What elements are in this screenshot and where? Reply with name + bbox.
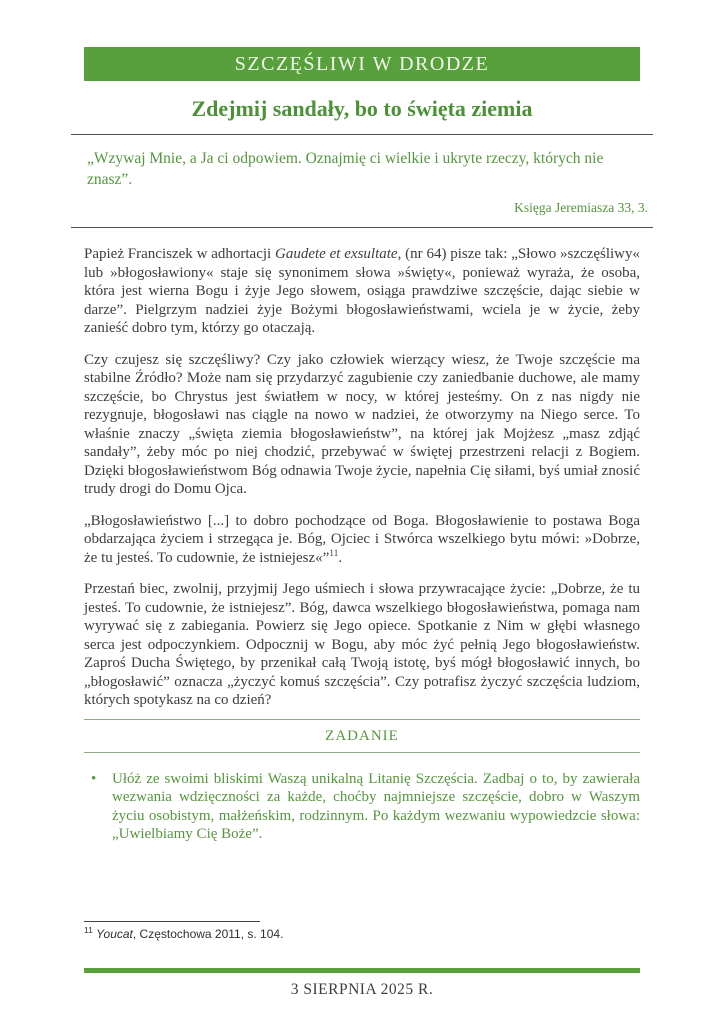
footnote-work-title: Youcat <box>96 926 133 941</box>
scripture-reference: Księga Jeremiasza 33, 3. <box>514 200 648 215</box>
paragraph-1-text-cont: , (nr 64) pisze tak: „Słowo »szczęśliwy« lub »błogosławiony« staje się synonimem słowa »święty«, ponieważ wyraża, że osoba, która jest wierna Bogu i żyje Jego słowem, osiąga prawdziwe szczęście, dając siebie w darze”. Pielgrzym nadziei żyje Bożymi błogosławieństwami, wciela je w życie, żeby zanieść dobro tym, którzy go otaczają. <box>84 246 640 336</box>
paragraph-3 <box>84 512 640 568</box>
paragraph-4: Przestań biec, zwolnij, przyjmij Jego uśmiech i słowa przywracające życie: „Dobrze, że tu jesteś. To cudownie, że istniejesz”. Bóg, dawca wszelkiego błogosławieństwa, pomaga nam wyrywać się z zabiegania. Powierz się Jego opiece. Spotkanie z Nim w głębi własnego serca jest odpoczynkiem. Odpocznij w Bogu, aby móc żyć pełnią Jego błogosławieństw. Zaproś Ducha Świętego, by przenikał całą Twoją istotę, byś mógł błogosławić innych, bo „błogosławić” oznacza „życzyć komuś szczęścia”. Czy potrafisz życzyć szczęścia ludziom, których spotykasz na co dzień? <box>84 581 640 708</box>
bullet-icon: • <box>91 770 97 787</box>
paragraph-1 <box>84 245 640 338</box>
divider-top <box>71 134 653 135</box>
footnote-reference: 11 <box>329 548 339 559</box>
task-text: Ułóż ze swoimi bliskimi Waszą unikalną Litanię Szczęścia. Zadbaj o to, by zawierała wezwania wdzięczności za każde, choćby najmniejsze szczęście, dobro w Waszym życiu osobistym, małżeńskim, rodzinnym. Po każdym wezwaniu wypowiedzcie słowa: „Uwielbiamy Cię Boże”. <box>112 770 640 842</box>
divider-quote-bottom <box>71 227 653 228</box>
footnote <box>84 924 640 942</box>
task-divider-bottom <box>84 752 640 753</box>
footnote-citation: , Częstochowa 2011, s. 104. <box>132 926 284 941</box>
series-title: SZCZĘŚLIWI W DRODZE <box>234 53 490 75</box>
footer-date: 3 SIERPNIA 2025 R. <box>290 980 434 998</box>
footnote-marker: 11 <box>84 924 93 935</box>
scripture-quote: „Wzywaj Mnie, a Ja ci odpowiem. Oznajmię ci wielkie i ukryte rzeczy, których nie znasz”. <box>87 150 604 188</box>
document-title-italic: Gaudete et exsultate <box>275 246 398 262</box>
task-list-item <box>84 770 640 844</box>
task-section-heading: ZADANIE <box>325 727 399 744</box>
body-text <box>84 245 640 710</box>
paragraph-3-text: „Błogosławieństwo [...] to dobro pochodzące od Boga. Błogosławienie to postawa Boga obdarzająca życiem i strzegąca je. Bóg, Ojciec i Stwórca wszelkiego bytu mówi: »Dobrze, że tu jesteś. To cudownie, że istniejesz«” <box>84 512 640 566</box>
footnote-divider <box>84 921 260 922</box>
paragraph-1-text: Papież Franciszek w adhortacji <box>84 246 276 262</box>
footer-green-bar <box>84 968 640 973</box>
paragraph-2: Czy czujesz się szczęśliwy? Czy jako człowiek wierzący wiesz, że Twoje szczęście ma stabilne Źródło? Może nam się przydarzyć zagubienie czy zaniedbanie duchowe, ale mamy szczęście, bo Chrystus jest światłem w nocy, w której jesteśmy. On z nas nigdy nie rezygnuje, błogosławi nas ciągle na nowo w nadziei, że otworzymy na Niego serce. To właśnie znaczy „święta ziemia błogosławieństw”, na której jak Mojżesz „masz zdjąć sandały”, żeby móc po niej chodzić, przebywać w świętej przestrzeni relacji z Bogiem. Dzięki błogosławieństwom Bóg odnawia Twoje życie, napełnia Cię siłami, byś umiał znosić trudy drogi do Domu Ojca. <box>84 351 640 497</box>
page-title: Zdejmij sandały, bo to święta ziemia <box>191 96 533 121</box>
page-header-banner <box>84 47 640 81</box>
paragraph-3-period: . <box>338 549 343 566</box>
